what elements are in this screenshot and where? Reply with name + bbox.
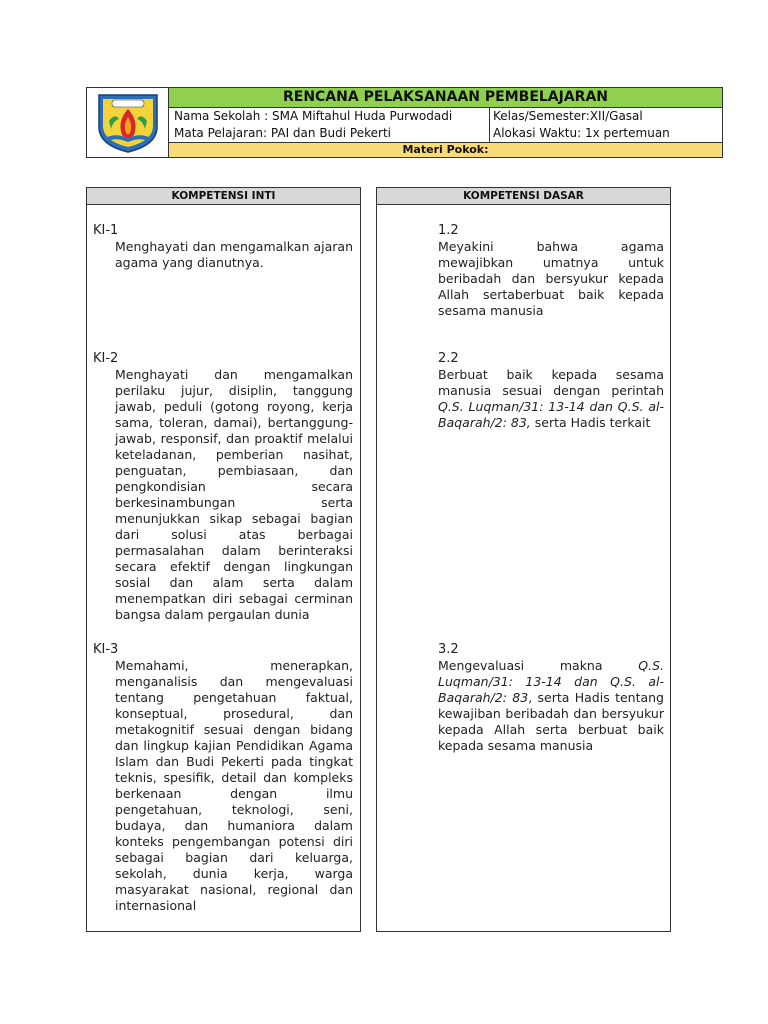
school-emblem-icon <box>95 91 161 154</box>
ki-3-text: Memahami, menerapkan, menganalisis dan mengevaluasi tentang pengetahuan faktual, konseptual, prosedural, dan metakognitif sesuai dengan bidang dan lingkup kajian Pendidikan Agama Islam dan Budi Pekerti pada tingkat teknis, spesifik, detail dan kompleks berkenaan dengan ilmu pengetahuan, teknologi, seni, budaya, dan humaniora dalam konteks pengembangan potensi diri sebagai bagian dari keluarga, sekolah, dunia kerja, warga masyarakat nasional, regional dan internasional <box>115 658 353 913</box>
kompetensi-dasar-column <box>376 187 671 932</box>
ki-1-text: Menghayati dan mengamalkan ajaran agama yang dianutnya. <box>115 239 353 270</box>
subject-name: Mata Pelajaran: PAI dan Budi Pekerti <box>174 126 391 140</box>
kd-3-2-reference: Q.S. Luqman/31: 13-14 dan Q.S. al-Baqarah/2: 83 <box>438 658 664 705</box>
kd-heading: KOMPETENSI DASAR <box>377 188 670 205</box>
kd-3-2-post: , serta Hadis tentang kewajiban beribadah dan bersyukur kepada Allah serta berbuat baik kepada sesama manusia <box>438 690 664 753</box>
kd-2-2-pre: Berbuat baik kepada sesama manusia sesuai dengan perintah <box>438 367 664 398</box>
ki-heading: KOMPETENSI INTI <box>87 188 360 205</box>
school-name: Nama Sekolah : SMA Miftahul Huda Purwodadi <box>174 109 453 123</box>
rpp-header-table <box>86 87 723 158</box>
materi-pokok: Materi Pokok: <box>169 143 722 157</box>
ki-2-text: Menghayati dan mengamalkan perilaku jujur, disiplin, tanggung jawab, peduli (gotong royong, kerja sama, toleran, damai), bertanggung-jawab, responsif, dan proaktif melalui keteladanan, pemberian nasihat, penguatan, pembiasaan, dan pengkondisian secara berkesinambungan serta menunjukkan sikap sebagai bagian dari solusi atas berbagai permasalahan dalam berinteraksi secara efektif dengan lingkungan sosial dan alam serta dalam menempatkan diri sebagai cerminan bangsa dalam pergaulan dunia <box>115 367 353 622</box>
time-allocation: Alokasi Waktu: 1x pertemuan <box>493 126 670 140</box>
header-divider <box>489 108 490 143</box>
kd-3-2-code: 3.2 <box>438 642 459 657</box>
ki-3-code: KI-3 <box>93 642 119 657</box>
info-row-2 <box>169 125 722 143</box>
school-logo-cell <box>87 88 169 157</box>
kd-2-2-text <box>438 367 664 431</box>
class-semester: Kelas/Semester:XII/Gasal <box>493 109 643 123</box>
kompetensi-inti-column <box>86 187 361 932</box>
kd-1-2-code: 1.2 <box>438 223 459 238</box>
kd-3-2-pre: Mengevaluasi makna <box>438 658 639 673</box>
kd-2-2-code: 2.2 <box>438 351 459 366</box>
kd-2-2-reference: Q.S. Luqman/31: 13-14 dan Q.S. al-Baqarah/2: 83, <box>438 399 664 430</box>
ki-2-code: KI-2 <box>93 351 119 366</box>
kd-1-2-text: Meyakini bahwa agama mewajibkan umatnya untuk beribadah dan bersyukur kepada Allah sertaberbuat baik kepada sesama manusia <box>438 239 664 318</box>
kd-3-2-text <box>438 658 664 754</box>
kd-2-2-post: serta Hadis terkait <box>530 415 651 430</box>
info-row-1 <box>169 108 722 125</box>
ki-1-code: KI-1 <box>93 223 119 238</box>
document-title: RENCANA PELAKSANAAN PEMBELAJARAN <box>169 88 722 108</box>
